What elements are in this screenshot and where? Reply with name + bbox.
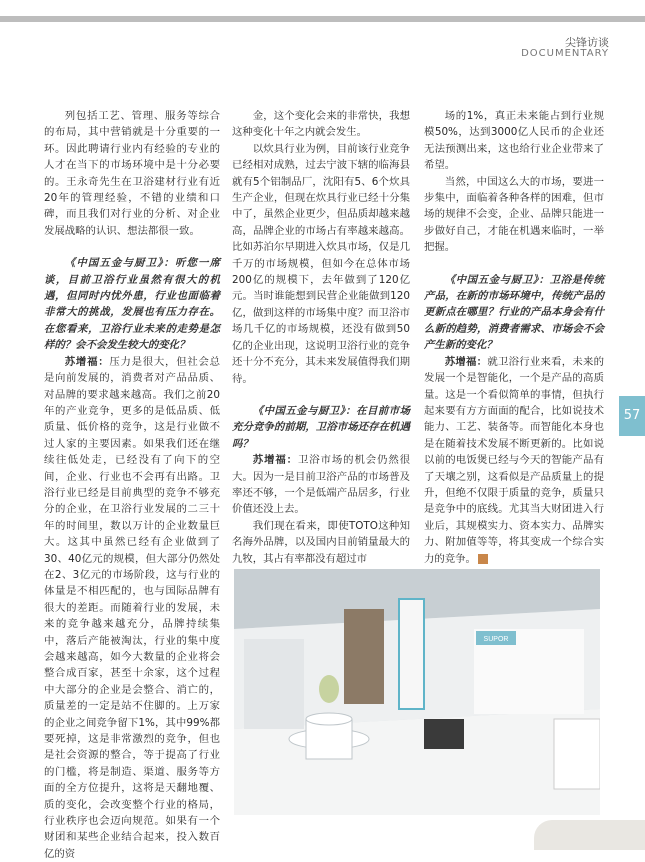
paragraph: 列包括工艺、管理、服务等综合的布局，其中营销就是十分重要的一环。因此聘请行业内有经验的专业的人才在当下的市场环境中是十分必要的。王永奇先生在卫浴建材行业有近20年的管理经验，不错的业绩和口碑，而且我们对行业的分析、对企业发展战略的认识、想法都很一致。 bbox=[44, 110, 220, 237]
speaker-name: 苏增福： bbox=[252, 454, 298, 467]
answer-text: 卫浴市场的机会仍然很大。因为一是目前卫浴产品的市场普及率还不够，一个是低端产品居多，行业价值还没上去。 bbox=[232, 454, 411, 516]
question-text: 《中国五金与厨卫》：听您一席谈，目前卫浴行业虽然有很大的机遇，但同时内忧外患，行业也面临着非常大的挑战，发展也有压力存在。在您看来，卫浴行业未来的走势是怎样的？会不会发生较大的变化？ bbox=[44, 257, 220, 352]
section-title-cn: 尖锋访谈 bbox=[565, 36, 609, 49]
question-paragraph bbox=[424, 272, 604, 354]
paragraph: 场的1%，真正未来能占到行业规模50%，达到3000亿人民币的企业还无法预测出来，这也给行业企业带来了希望。 bbox=[424, 110, 604, 172]
question-text: 《中国五金与厨卫》：在目前市场充分竞争的前期，卫浴市场还存在机遇吗？ bbox=[232, 404, 410, 450]
decorative-basin bbox=[534, 820, 645, 850]
sign-text: SUPOR bbox=[483, 636, 509, 643]
store-interior-photo bbox=[234, 569, 600, 815]
question-paragraph bbox=[232, 403, 410, 452]
end-mark-icon bbox=[478, 554, 488, 564]
paragraph: 我们现在看来，即使TOTO这种知名海外品牌，以及国内目前销量最大的九牧，其占有率都没有超过市 bbox=[232, 519, 410, 565]
paragraph: 金，这个变化会来的非常快，我想这种变化十年之内就会发生。 bbox=[232, 110, 410, 139]
top-rule bbox=[0, 16, 645, 22]
answer-paragraph bbox=[44, 354, 220, 862]
speaker-name: 苏增福： bbox=[64, 355, 110, 368]
paragraph: 当然，中国这么大的市场，要进一步集中，面临着各种各样的困难，但市场的规律不会变，企业、品牌只能进一步做好自己，才能在机遇来临时，一举把握。 bbox=[424, 175, 604, 254]
photo-illustration bbox=[234, 569, 600, 815]
column-2 bbox=[232, 108, 410, 567]
question-paragraph bbox=[44, 255, 220, 353]
column-1 bbox=[44, 108, 220, 862]
column-3 bbox=[424, 108, 604, 567]
answer-text: 就卫浴行业来看，未来的发展一个是智能化，一个是产品的高质量。这是一个看似简单的事情，但执行起来要有方方面面的配合，比如说技术能力、工艺、装备等。而智能化本身也是在随着技术发展不断更新的。比如说以前的电饭煲已经与今天的智能产品有了天壤之别，这看似是产品质量上的提升，但绝不仅限于质量的竞争，质量只是竞争中的底线。尤其当大财团进入行业后，其规模实力、资本实力、品牌实力、附加值等等，将其变成一个综合实力的竞争。 bbox=[424, 355, 605, 565]
speaker-name: 苏增福： bbox=[444, 355, 488, 368]
question-text: 《中国五金与厨卫》：卫浴是传统产品，在新的市场环境中，传统产品的更新点在哪里？行业的产品本身会有什么新的趋势，消费者需求、市场会不会产生新的变化？ bbox=[424, 273, 604, 352]
section-title-en: DOCUMENTARY bbox=[521, 48, 609, 59]
paragraph: 以炊具行业为例，目前该行业竞争已经相对成熟，过去宁波下辖的临海县就有5个铝制品厂，沈阳有5、6个炊具生产企业，但现在炊具行业已经十分集中了，虽然企业更少，但品质却越来越高，品牌企业的市场占有率越来越高。比如苏泊尔早期进入炊具市场，仅是几千万的市场规模，但如今在总体市场200亿的规模下，去年做到了120亿元。当时谁能想到民营企业能做到120亿，做到这样的市场集中度？而卫浴市场几千亿的市场规模，还没有做到50亿的企业出现，这说明卫浴行业的竞争还十分不充分，其未来发展值得我们期待。 bbox=[232, 142, 410, 385]
answer-text: 压力是很大，但社会总是向前发展的，消费者对产品品质、对品牌的要求越来越高。我们之前20年的产业竞争，更多的是低品质、低质量、低价格的竞争，这是行业做不过人家的主要因素。如果我们还在继续往低处走，已经没有了向下的空间，企业、行业也不会再有出路。卫浴行业已经是目前典型的竞争不够充分的企业，在卫浴行业发展的二三十年的时间里，数以万计的企业数量巨大。这其中虽然已经有企业做到了30、40亿元的规模，但大部分仍然处在2、3亿元的市场阶段，这与行业的体量是不相匹配的，也与国际品牌有很大的差距。而随着行业的发展，未来的竞争越来越充分，品牌持续集中，落后产能被淘汰，行业的集中度会越来越高，如今大数量的企业将会整合成百家，甚至十余家，这个过程中大部分的企业是会整合、消亡的，质量差的一定是站不住脚的。上万家的企业之间竞争留下1%，其中99%都要死掉，这是非常激烈的竞争，但也是社会资源的整合，等于提高了行业的门槛，将是制造、渠道、服务等方面的全方位提升，这将是天翻地覆、质的变化，会改变整个行业的格局，行业秩序也会迈向规范。如果有一个财团和某些企业结合起来，投入数百亿的资 bbox=[44, 355, 221, 860]
page-number: 57 bbox=[619, 396, 645, 436]
answer-paragraph bbox=[424, 354, 604, 567]
answer-paragraph bbox=[232, 452, 410, 518]
